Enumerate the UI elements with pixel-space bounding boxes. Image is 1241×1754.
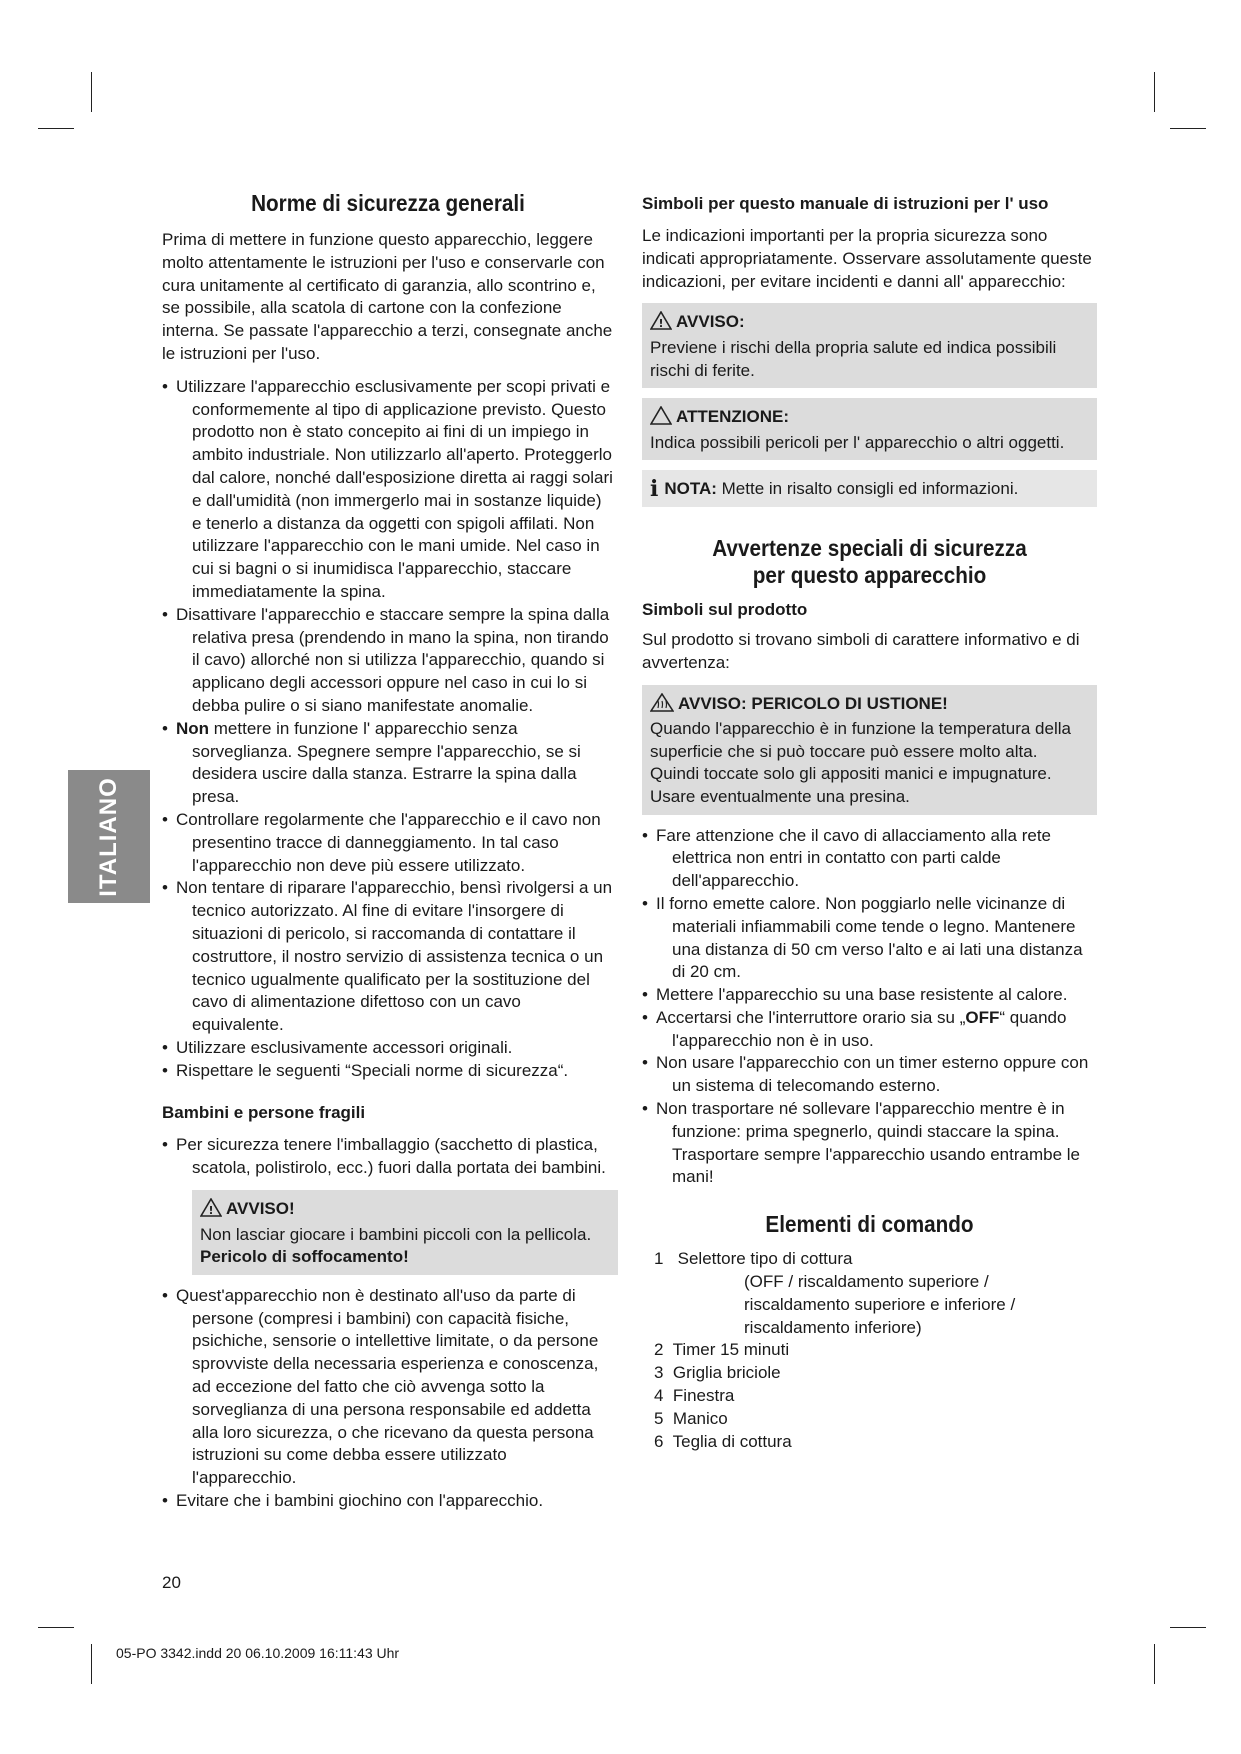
bold-non: Non — [176, 718, 210, 738]
special-title-line-2: per questo apparecchio — [752, 561, 987, 588]
crop-mark — [91, 72, 92, 112]
symbols-heading: Simboli per questo manuale di istruzioni per l' uso — [642, 194, 1049, 213]
crop-mark — [1170, 1627, 1206, 1628]
control-note: (OFF / riscaldamento superiore / riscaldamento superiore e inferiore / riscaldamento inferiore) — [744, 1272, 1016, 1337]
control-number: 2 — [654, 1340, 664, 1360]
crop-mark — [38, 1627, 74, 1628]
page-number: 20 — [162, 1573, 181, 1592]
svg-text:!: ! — [658, 317, 664, 331]
crop-mark — [1154, 1644, 1155, 1684]
language-tab — [68, 770, 150, 903]
list-item — [642, 1007, 1097, 1053]
intro-paragraph: Prima di mettere in funzione questo apparecchio, leggere molto attentamente le istruzioni per l'uso e conservarle con cura unitamente al certificato di garanzia, allo scontrino e, se possibile, alla scatola di cartone con la confezione interna. Se passate l'apparecchio a terzi, consegnate anche le istruzioni per l'uso. — [162, 230, 613, 363]
svg-text:!: ! — [208, 1204, 214, 1218]
control-item — [642, 1385, 1097, 1408]
warning-triangle-icon — [650, 311, 672, 337]
list-item: • Disattivare l'apparecchio e staccare sempre la spina dalla relativa presa (prendendo in mano la spina, non tirando il cavo) allorché non si utilizza l'apparecchio, quando si applicano degli accessori oppure nel caso in cui lo si debba pulire o si siano manifestate anomalie. — [162, 604, 614, 718]
off-label: OFF — [965, 1007, 1000, 1027]
control-label: Timer 15 minuti — [672, 1340, 790, 1360]
list-item — [162, 718, 614, 809]
language-tab-label: ITALIANO — [95, 776, 122, 897]
special-safety-title — [665, 535, 1075, 589]
warning-head: AVVISO! — [226, 1199, 295, 1219]
appliance-safety-list — [642, 825, 1097, 1190]
product-symbols-text: Sul prodotto si trovano simboli di carattere informativo e di avvertenza: — [642, 629, 1080, 672]
right-column — [642, 193, 1097, 1453]
control-label: Teglia di cottura — [672, 1431, 792, 1451]
list-item: • Evitare che i bambini giochino con l'apparecchio. — [162, 1490, 614, 1513]
warning-text: Non lasciar giocare i bambini piccoli con la pellicola. — [200, 1224, 592, 1244]
control-number: 4 — [654, 1386, 664, 1406]
avviso-text: Previene i rischi della propria salute ed indica possibili rischi di ferite. — [650, 337, 1057, 380]
control-label: Selettore tipo di cottura — [677, 1249, 853, 1269]
control-label: Griglia briciole — [672, 1363, 781, 1383]
control-number: 6 — [654, 1431, 664, 1451]
list-item: • Mettere l'apparecchio su una base resistente al calore. — [642, 984, 1097, 1007]
children-list — [162, 1134, 614, 1180]
attenzione-box — [642, 398, 1097, 460]
controls-title: Elementi di comando — [765, 1211, 974, 1238]
product-symbols-heading: Simboli sul prodotto — [642, 599, 808, 619]
burn-warning-head: AVVISO: PERICOLO DI USTIONE! — [678, 693, 948, 713]
list-item-text: Accertarsi che l'interruttore orario sia su „ — [656, 1007, 966, 1027]
special-title-line-1: Avvertenze speciali di sicurezza — [712, 534, 1027, 561]
attenzione-text: Indica possibili pericoli per l' apparecchio o altri oggetti. — [650, 432, 1065, 452]
children-warning-box — [192, 1190, 618, 1275]
list-item: • Rispettare le seguenti “Speciali norme di sicurezza“. — [162, 1060, 614, 1083]
list-item: • Non usare l'apparecchio con un timer esterno oppure con un sistema di telecomando esterno. — [642, 1052, 1097, 1098]
crop-mark — [1154, 72, 1155, 112]
list-item: • Controllare regolarmente che l'apparecchio e il cavo non presentino tracce di danneggiamento. In tal caso l'apparecchio non deve più essere utilizzato. — [162, 809, 614, 877]
nota-head: NOTA: — [664, 479, 717, 499]
burn-warning-box — [642, 685, 1097, 815]
warning-triangle-icon — [200, 1198, 222, 1224]
avviso-head: AVVISO: — [676, 312, 745, 332]
crop-mark — [91, 1644, 92, 1684]
children-heading: Bambini e persone fragili — [162, 1103, 366, 1123]
symbols-intro: Le indicazioni importanti per la propria sicurezza sono indicati appropriatamente. Osservare assolutamente queste indicazioni, per evitare incidenti e danni all' apparecchio: — [642, 226, 1092, 291]
control-label: Finestra — [672, 1386, 735, 1406]
nota-text: Mette in risalto consigli ed informazioni. — [716, 479, 1019, 499]
crop-mark — [1170, 128, 1206, 129]
control-item — [642, 1339, 1097, 1362]
controls-list — [642, 1248, 1097, 1453]
print-footer: 05-PO 3342.indd 20 06.10.2009 16:11:43 Uhr — [116, 1645, 400, 1661]
control-item — [642, 1431, 1097, 1454]
caution-triangle-icon — [650, 406, 672, 432]
list-item: • Utilizzare esclusivamente accessori originali. — [162, 1037, 614, 1060]
burn-warning-text: Quando l'apparecchio è in funzione la temperatura della superficie che si può toccare può essere molto alta. Quindi toccate solo gli appositi manici e impugnature. Usare eventualmente una presina. — [650, 719, 1071, 806]
control-item — [642, 1362, 1097, 1385]
children-list-2 — [162, 1285, 614, 1513]
general-safety-title: Norme di sicurezza generali — [251, 190, 525, 216]
control-number: 3 — [654, 1363, 664, 1383]
left-column — [162, 190, 614, 1525]
list-item: • Fare attenzione che il cavo di allacciamento alla rete elettrica non entri in contatto con parti calde dell'apparecchio. — [642, 825, 1097, 893]
control-number: 1 — [654, 1249, 664, 1269]
crop-mark — [38, 128, 74, 129]
list-item-text: “ quando l'apparecchio non è in uso. — [672, 1007, 1067, 1050]
list-item: • Non tentare di riparare l'apparecchio, bensì rivolgersi a un tecnico autorizzato. Al fine di evitare l'insorgere di situazioni di pericolo, si raccomanda di contattare il costruttore, il nostro servizio di assistenza tecnica o un tecnico ugualmente qualificato per la sostituzione del cavo di alimentazione difettoso con un cavo equivalente. — [162, 877, 614, 1037]
nota-box — [642, 470, 1097, 507]
info-icon: i — [650, 476, 659, 503]
list-item-text: mettere in funzione l' apparecchio senza sorveglianza. Spegnere sempre l'apparecchio, se si desidera uscire dalla stanza. Estrarre la spina dalla presa. — [192, 718, 581, 807]
list-item: • Non trasportare né sollevare l'apparecchio mentre è in funzione: prima spegnerlo, quindi staccare la spina. Trasportare sempre l'apparecchio usando entrambe le mani! — [642, 1098, 1097, 1189]
control-item — [642, 1248, 1097, 1271]
control-number: 5 — [654, 1408, 664, 1428]
list-item: • Quest'apparecchio non è destinato all'uso da parte di persone (compresi i bambini) con capacità fisiche, psichiche, sensorie o intellettive limitate, o da persone sprovviste della necessaria esperienza e conoscenza, ad eccezione del fatto che ciò avvenga sotto la sorveglianza di una persona responsabile ed addetta alla loro sicurezza, o che ricevano da questa persona istruzioni su come debba essere utilizzato l'apparecchio. — [162, 1285, 614, 1490]
list-item: • Per sicurezza tenere l'imballaggio (sacchetto di plastica, scatola, polistirolo, ecc.) fuori dalla portata dei bambini. — [162, 1134, 614, 1180]
warning-bold: Pericolo di soffocamento! — [200, 1247, 409, 1267]
list-item: • Il forno emette calore. Non poggiarlo nelle vicinanze di materiali infiammabili come tende o legno. Mantenere una distanza di 50 cm verso l'alto e ai lati una distanza di 20 cm. — [642, 893, 1097, 984]
safety-list — [162, 376, 614, 1083]
avviso-box — [642, 303, 1097, 388]
control-item — [642, 1408, 1097, 1431]
control-label: Manico — [672, 1408, 728, 1428]
hot-surface-icon — [650, 693, 674, 719]
attenzione-head: ATTENZIONE: — [676, 407, 790, 427]
list-item: • Utilizzare l'apparecchio esclusivamente per scopi privati e conformemente al tipo di applicazione previsto. Questo prodotto non è stato concepito ai fini di un impiego in ambito industriale. Non utilizzarlo all'aperto. Proteggerlo dal calore, nonché dall'esposizione diretta ai raggi solari e dall'umidità (non immergerlo mai in sostanze liquide) e tenerlo a distanza da oggetti con spigoli affilati. Non utilizzare l'apparecchio con le mani umide. Nel caso in cui si bagni o si inumidisca l'apparecchio, staccare immediatamente la spina. — [162, 376, 614, 604]
